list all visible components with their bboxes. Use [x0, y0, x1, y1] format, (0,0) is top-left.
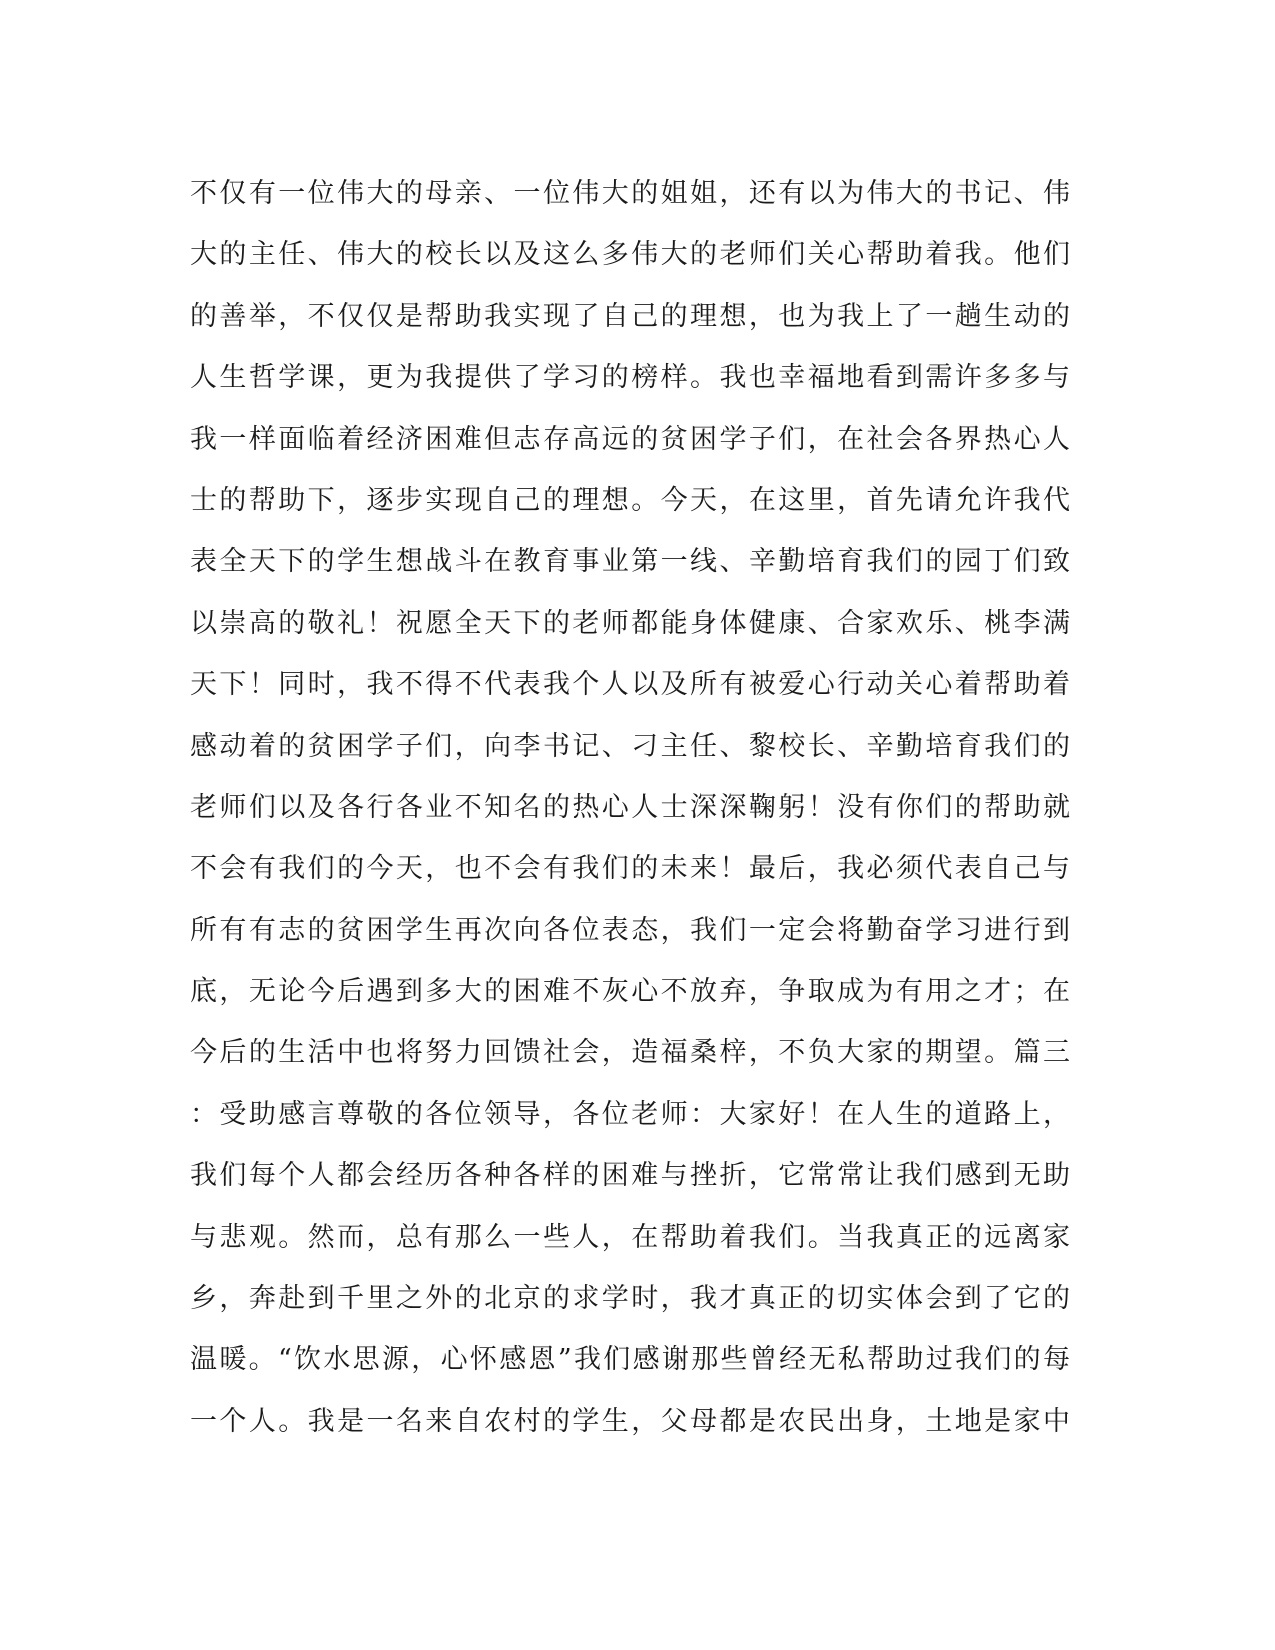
text-line: 以崇高的敬礼！祝愿全天下的老师都能身体健康、合家欢乐、桃李满: [190, 607, 1070, 639]
text-line: 不仅有一位伟大的母亲、一位伟大的姐姐，还有以为伟大的书记、伟: [190, 178, 1070, 209]
text-line: 不会有我们的今天，也不会有我们的未来！最后，我必须代表自己与: [190, 853, 1070, 885]
text-line: 表全天下的学生想战斗在教育事业第一线、辛勤培育我们的园丁们致: [190, 546, 1070, 578]
text-line: 我们每个人都会经历各种各样的困难与挫折，它常常让我们感到无助: [190, 1160, 1070, 1192]
text-line: 今后的生活中也将努力回馈社会，造福桑梓，不负大家的期望。篇三: [190, 1037, 1070, 1069]
text-line: 的善举，不仅仅是帮助我实现了自己的理想，也为我上了一趟生动的: [190, 300, 1070, 332]
text-line: 人生哲学课，更为我提供了学习的榜样。我也幸福地看到需许多多与: [190, 362, 1070, 394]
text-line: 感动着的贫困学子们，向李书记、刁主任、黎校长、辛勤培育我们的: [190, 730, 1070, 762]
body-text: [190, 163, 1070, 1452]
text-line: 所有有志的贫困学生再次向各位表态，我们一定会将勤奋学习进行到: [190, 914, 1070, 946]
text-line: 天下！同时，我不得不代表我个人以及所有被爱心行动关心着帮助着: [190, 669, 1070, 701]
text-line: 士的帮助下，逐步实现自己的理想。今天，在这里，首先请允许我代: [190, 484, 1070, 516]
text-line: 老师们以及各行各业不知名的热心人士深深鞠躬！没有你们的帮助就: [190, 791, 1070, 823]
text-line: 乡，奔赴到千里之外的北京的求学时，我才真正的切实体会到了它的: [190, 1283, 1070, 1315]
text-line: 底，无论今后遇到多大的困难不灰心不放弃，争取成为有用之才；在: [190, 976, 1070, 1008]
text-line: 温暖。“饮水思源，心怀感恩”我们感谢那些曾经无私帮助过我们的每: [190, 1344, 1070, 1376]
text-line: 一个人。我是一名来自农村的学生，父母都是农民出身，土地是家中: [190, 1405, 1070, 1437]
text-line: 我一样面临着经济困难但志存高远的贫困学子们，在社会各界热心人: [190, 423, 1070, 455]
text-line: 与悲观。然而，总有那么一些人，在帮助着我们。当我真正的远离家: [190, 1221, 1070, 1253]
text-line: 大的主任、伟大的校长以及这么多伟大的老师们关心帮助着我。他们: [190, 239, 1070, 271]
text-line: ：受助感言尊敬的各位领导，各位老师：大家好！在人生的道路上，: [190, 1098, 1070, 1130]
